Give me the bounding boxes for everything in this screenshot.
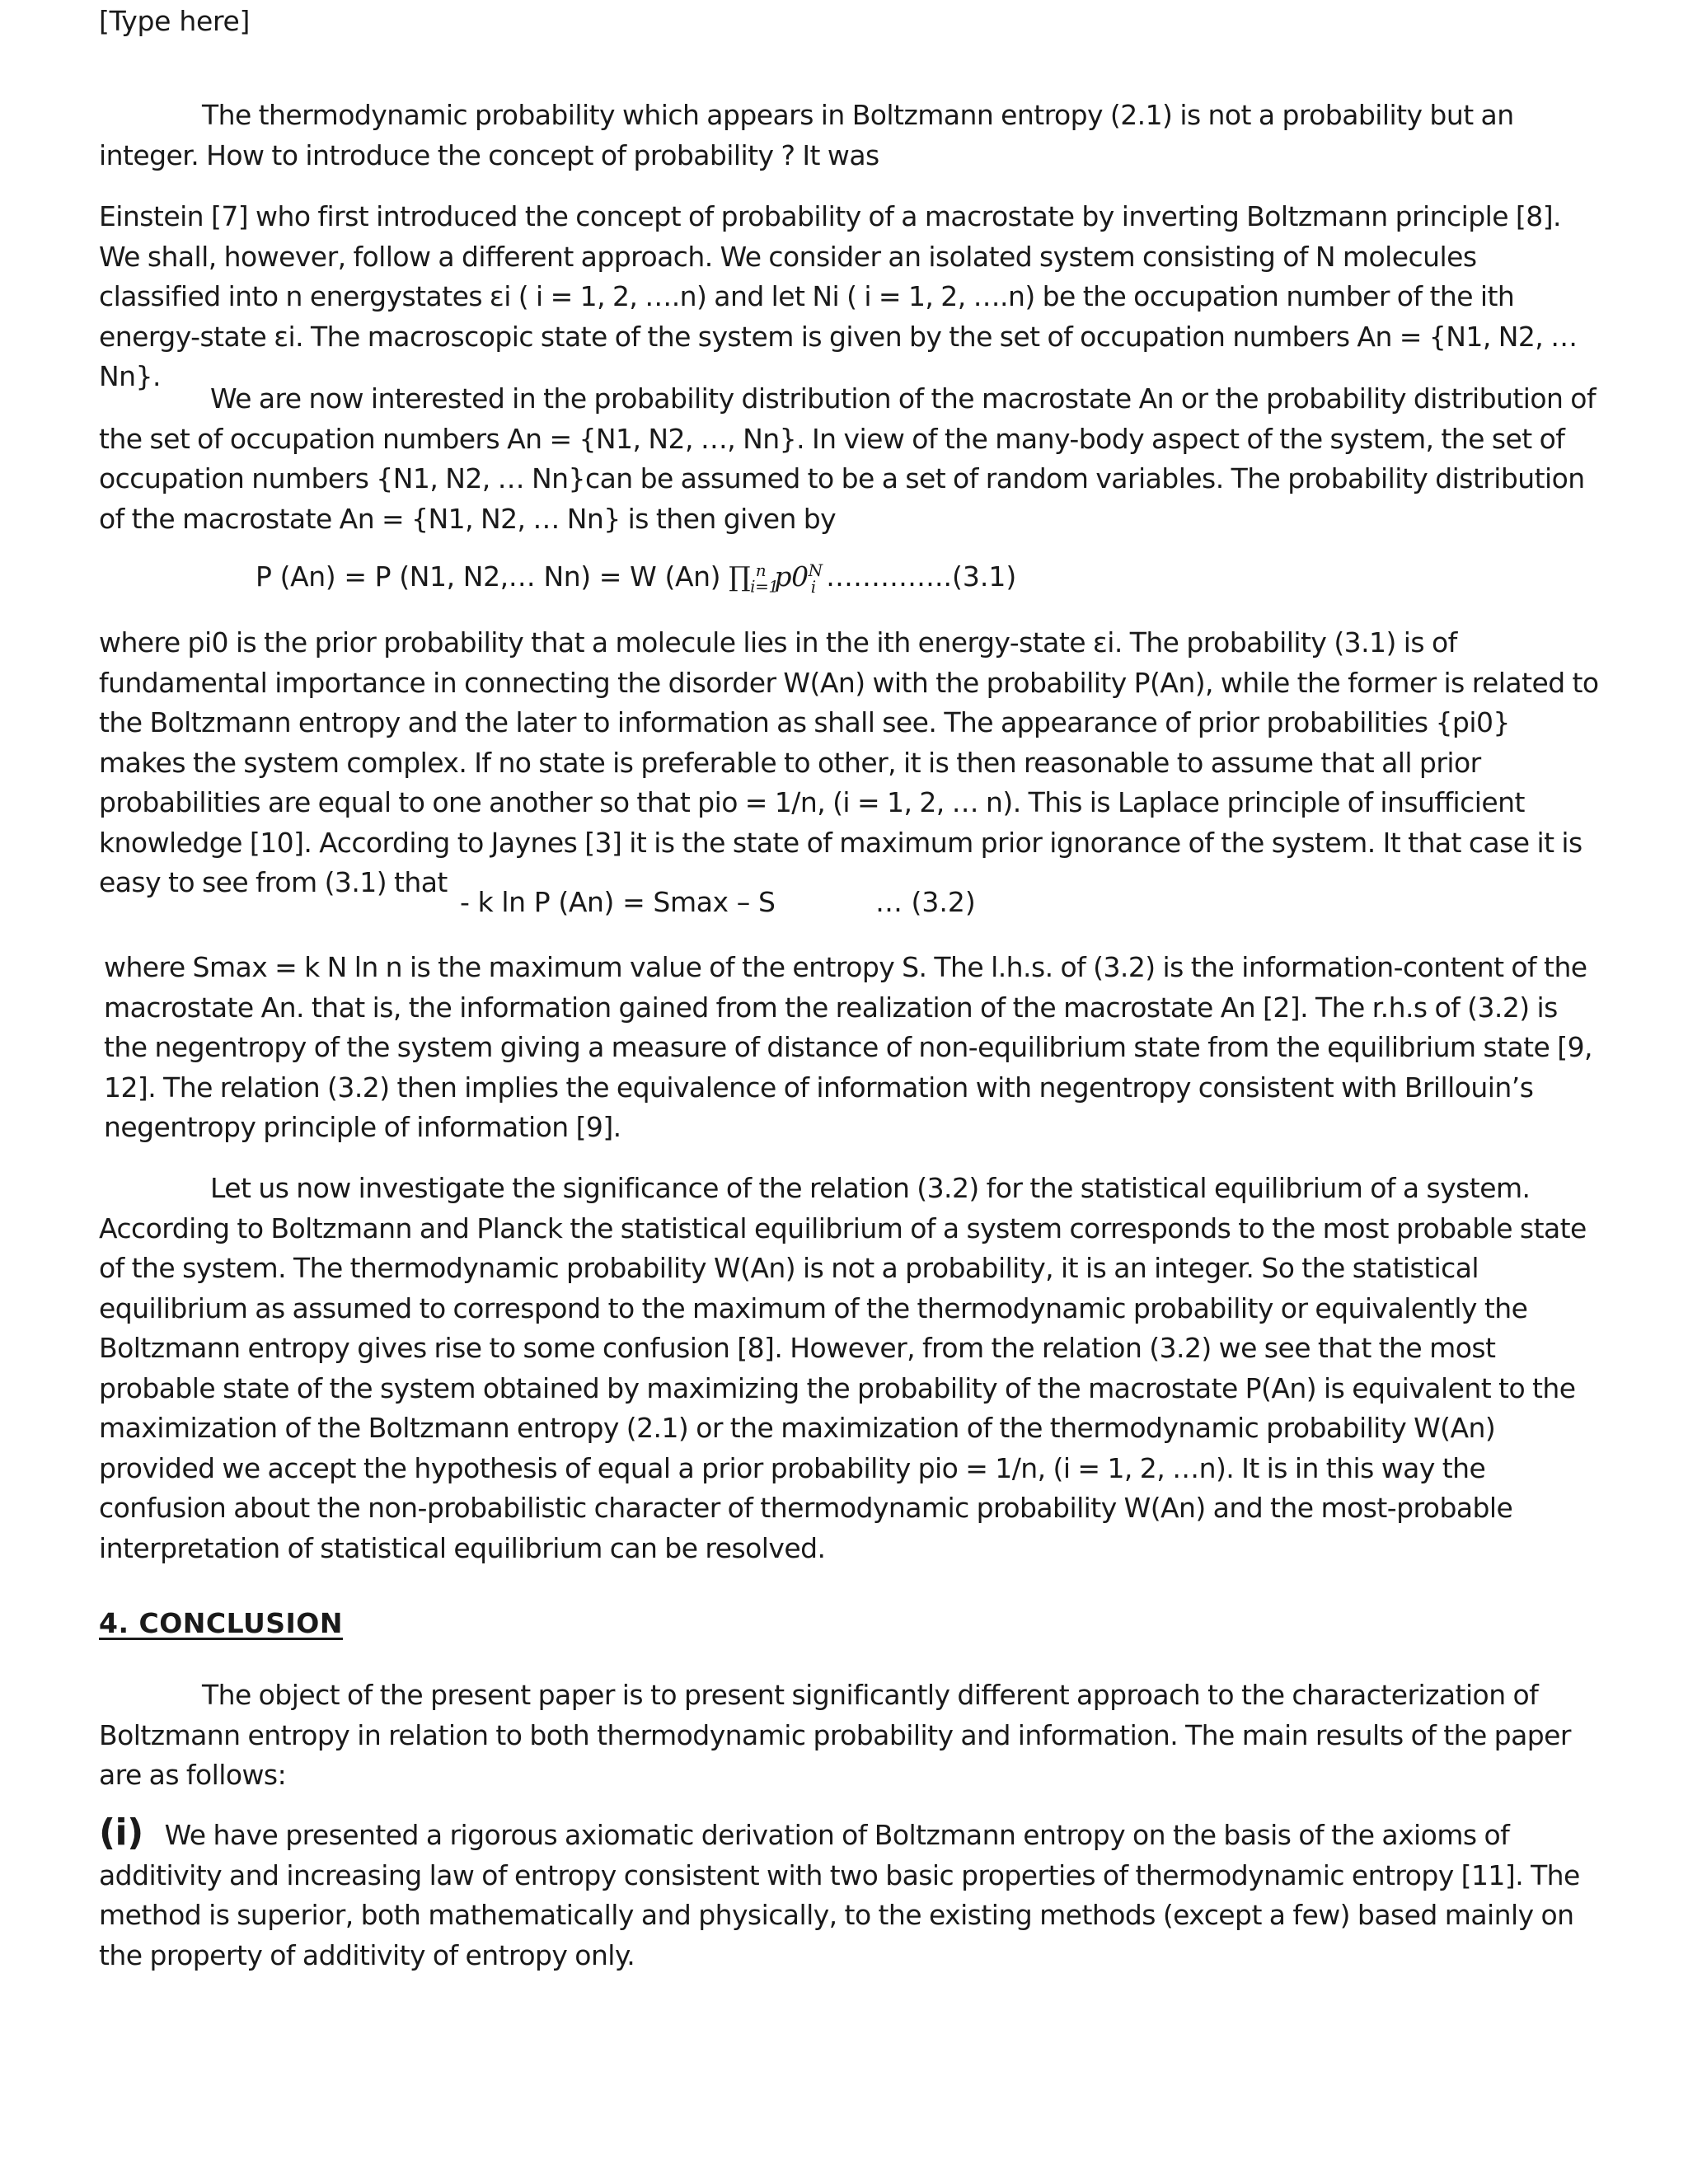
paragraph-statistical-equilibrium: Let us now investigate the significance of the relation (3.2) for the statistical equilibrium of a system. According to Boltzmann and Planck the statistical equilibrium of a system corresponds to the most probable state of the system. The thermodynamic probability W(An) is not a probability, it is an integer. So the statistical equilibrium as assumed to correspond to the maximum of the thermodynamic probability or equivalently the Boltzmann entropy gives rise to some confusion [8]. However, from the relation (3.2) we see that the most probable state of the system obtained by maximizing the probability of the macrostate P(An) is equivalent to the maximization of the Boltzmann entropy (2.1) or the maximization of the thermodynamic probability W(An) provided we accept the hypothesis of equal a prior probability pio = 1/n, (i = 1, 2, …n). It is in this way the confusion about the non-probabilistic character of thermodynamic probability W(An) and the most-probable interpretation of statistical equilibrium can be resolved. xyxy=(99,1172,1587,1564)
equation-3-1-lhs: P (An) = P (N1, N2,… Nn) = W (An) xyxy=(256,560,721,593)
list-item-i xyxy=(99,1813,1599,1975)
paragraph-thermodynamic-probability: The thermodynamic probability which appears in Boltzmann entropy (2.1) is not a probability but an integer. How to introduce the concept of probability ? It was xyxy=(99,99,1514,171)
equation-3-2: - k ln P (An) = Smax – S xyxy=(460,886,776,918)
paragraph-prior-probability: where pi0 is the prior probability that a molecule lies in the ith energy-state εi. The probability (3.1) is of fundamental importance in connecting the disorder W(An) with the probability P(An), while the former is related to the Boltzmann entropy and the later to information as shall see. The appearance of prior probabilities {pi0} makes the system complex. If no state is preferable to other, it is then reasonable to assume that all prior probabilities are equal to one another so that pio = 1/n, (i = 1, 2, … n). This is Laplace principle of insufficient knowledge [10]. According to Jaynes [3] it is the state of maximum prior ignorance of the system. It that case it is easy to see from (3.1) that xyxy=(99,626,1599,898)
section-heading-conclusion: 4. CONCLUSION xyxy=(99,1607,343,1639)
list-item-label: (i) xyxy=(99,1811,143,1854)
equation-3-1-product: $\prod_{i=1}^n$ $p0^N_i$ xyxy=(729,560,823,597)
equation-3-1 xyxy=(256,560,823,597)
paragraph-conclusion-intro: The object of the present paper is to present significantly different approach to the characterization of Boltzmann entropy in relation to both thermodynamic probability and information. The main results of the paper are as follows: xyxy=(99,1679,1571,1791)
equation-3-2-number: … (3.2) xyxy=(875,886,976,918)
paragraph-smax: where Smax = k N ln n is the maximum value of the entropy S. The l.h.s. of (3.2) is the information-content of the macrostate An. that is, the information gained from the realization of the macrostate An [2]. The r.h.s of (3.2) is the negentropy of the system giving a measure of distance of non-equilibrium state from the equilibrium state [9, 12]. The relation (3.2) then implies the equivalence of information with negentropy consistent with Brillouin’s negentropy principle of information [9]. xyxy=(104,951,1592,1143)
paragraph-probability-distribution: We are now interested in the probability distribution of the macrostate An or the probability distribution of the set of occupation numbers An = {N1, N2, …, Nn}. In view of the many-body aspect of the system, the set of occupation numbers {N1, N2, … Nn}can be assumed to be a set of random variables. The probability distribution of the macrostate An = {N1, N2, … Nn} is then given by xyxy=(99,382,1597,535)
page-header: [Type here] xyxy=(99,5,251,37)
equation-3-1-number: …………..(3.1) xyxy=(826,560,1017,593)
paragraph-einstein: Einstein [7] who first introduced the concept of probability of a macrostate by inverting Boltzmann principle [8]. We shall, however, follow a different approach. We consider an isolated system consisting of N molecules classified into n energystates εi ( i = 1, 2, ….n) and let Ni ( i = 1, 2, ….n) be the occupation number of the ith energy-state εi. The macroscopic state of the system is given by the set of occupation numbers An = {N1, N2, … Nn}. xyxy=(99,200,1578,392)
list-item-text: We have presented a rigorous axiomatic derivation of Boltzmann entropy on the basis of the axioms of additivity and increasing law of entropy consistent with two basic properties of thermodynamic entropy [11]. The method is superior, both mathematically and physically, to the existing methods (except a few) based mainly on the property of additivity of entropy only. xyxy=(99,1819,1580,1971)
